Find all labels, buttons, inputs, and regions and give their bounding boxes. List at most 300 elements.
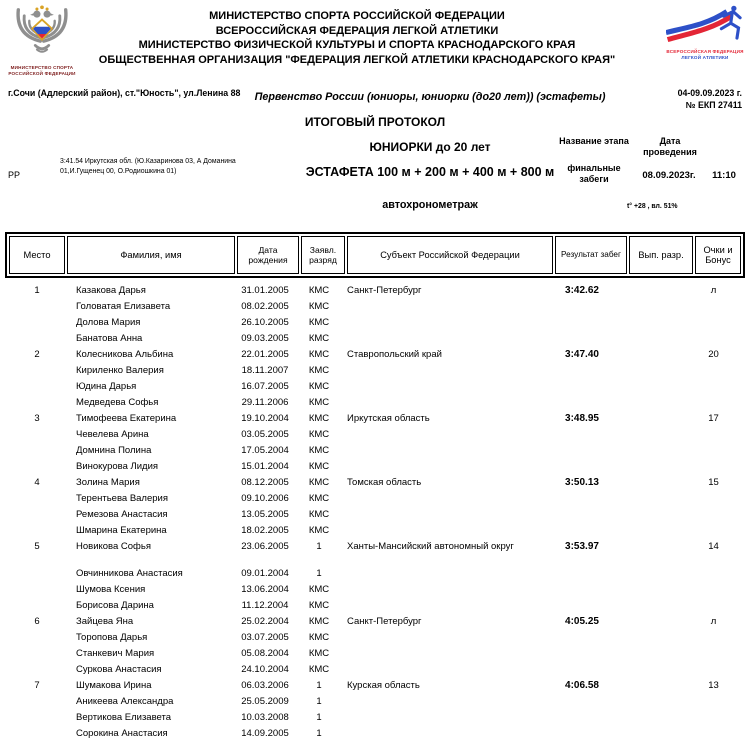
cell-name: Вертикова Елизавета bbox=[76, 712, 172, 723]
cell-grade bbox=[618, 379, 682, 395]
cell-points: л bbox=[710, 616, 717, 627]
column-header-grade: Вып. разр. bbox=[629, 236, 693, 274]
cell-rank: КМС bbox=[308, 397, 330, 408]
cell-name: Сорокина Анастасия bbox=[76, 728, 168, 738]
cell-result bbox=[546, 630, 618, 646]
cell-name: Овчинникова Анастасия bbox=[76, 568, 183, 579]
stage-name-value: финальные забеги bbox=[567, 163, 621, 184]
cell-points bbox=[682, 523, 745, 539]
cell-rank: 1 bbox=[316, 728, 322, 738]
cell-grade bbox=[618, 315, 682, 331]
table-row bbox=[5, 459, 745, 475]
table-row bbox=[5, 315, 745, 331]
cell-place bbox=[8, 315, 66, 331]
rusaf-logo-icon bbox=[666, 5, 744, 43]
cell-dob: 13.06.2004 bbox=[241, 584, 289, 595]
stage-name-label: Название этапа bbox=[559, 136, 629, 146]
document-header bbox=[0, 0, 750, 86]
org-line-2: ВСЕРОССИЙСКАЯ ФЕДЕРАЦИЯ ЛЕГКОЙ АТЛЕТИКИ bbox=[215, 24, 499, 37]
column-header-result: Результат забег bbox=[555, 236, 627, 274]
cell-grade bbox=[618, 726, 682, 738]
cell-place bbox=[8, 694, 66, 710]
cell-place bbox=[8, 598, 66, 614]
table-row bbox=[5, 283, 745, 299]
cell-dob: 26.10.2005 bbox=[241, 317, 289, 328]
cell-place bbox=[8, 726, 66, 738]
cell-place bbox=[8, 379, 66, 395]
cell-rank: КМС bbox=[308, 648, 330, 659]
column-header-rank: Заявл. разряд bbox=[301, 236, 345, 274]
cell-points: л bbox=[710, 285, 717, 296]
table-row bbox=[5, 379, 745, 395]
cell-place bbox=[8, 630, 66, 646]
table-row bbox=[5, 491, 745, 507]
cell-name: Кириленко Валерия bbox=[76, 365, 164, 376]
column-header-place: Место bbox=[9, 236, 65, 274]
cell-rank: 1 bbox=[316, 568, 322, 579]
cell-region bbox=[342, 726, 546, 738]
cell-name: Медведева Софья bbox=[76, 397, 159, 408]
table-row bbox=[5, 523, 745, 539]
table-row bbox=[5, 475, 745, 491]
cell-result bbox=[546, 331, 618, 347]
cell-result bbox=[546, 710, 618, 726]
cell-dob: 22.01.2005 bbox=[241, 349, 289, 360]
cell-points bbox=[682, 566, 745, 582]
cell-region bbox=[342, 459, 546, 475]
rusaf-logo bbox=[665, 5, 745, 60]
cell-grade bbox=[618, 347, 682, 363]
cell-grade bbox=[618, 566, 682, 582]
cell-place bbox=[8, 555, 66, 566]
cell-region bbox=[342, 646, 546, 662]
cell-rank bbox=[296, 555, 342, 566]
cell-name: Зайцева Яна bbox=[76, 616, 134, 627]
cell-rank: КМС bbox=[308, 509, 330, 520]
cell-rank: КМС bbox=[308, 429, 330, 440]
cell-rank: КМС bbox=[308, 664, 330, 675]
cell-dob: 29.11.2006 bbox=[241, 397, 289, 408]
event-date: 08.09.2023г. bbox=[642, 170, 696, 181]
cell-grade bbox=[618, 427, 682, 443]
cell-dob: 23.06.2005 bbox=[241, 541, 289, 552]
cell-dob: 13.05.2005 bbox=[241, 509, 289, 520]
cell-grade bbox=[618, 678, 682, 694]
cell-result bbox=[546, 427, 618, 443]
table-row bbox=[5, 662, 745, 678]
competition-title: Первенство России (юниоры, юниорки (до20 лет)) (эстафеты) bbox=[254, 91, 606, 103]
cell-place bbox=[8, 523, 66, 539]
table-row bbox=[5, 555, 745, 566]
table-row bbox=[5, 710, 745, 726]
cell-points: 13 bbox=[708, 680, 719, 691]
cell-rank: КМС bbox=[308, 301, 330, 312]
cell-rank: КМС bbox=[308, 349, 330, 360]
cell-name: Золина Мария bbox=[76, 477, 140, 488]
cell-grade bbox=[618, 694, 682, 710]
table-row bbox=[5, 598, 745, 614]
cell-name: Торопова Дарья bbox=[76, 632, 148, 643]
cell-result bbox=[546, 566, 618, 582]
cell-result bbox=[546, 491, 618, 507]
table-row bbox=[5, 678, 745, 694]
ministry-eagle-icon bbox=[9, 3, 75, 59]
cell-grade bbox=[618, 523, 682, 539]
table-row bbox=[5, 507, 745, 523]
cell-place bbox=[8, 363, 66, 379]
cell-place bbox=[8, 566, 66, 582]
table-row bbox=[5, 694, 745, 710]
cell-grade bbox=[618, 539, 682, 555]
cell-place bbox=[8, 507, 66, 523]
cell-result bbox=[546, 299, 618, 315]
cell-place: 4 bbox=[34, 477, 40, 488]
cell-dob: 16.07.2005 bbox=[241, 381, 289, 392]
cell-result: 4:06.58 bbox=[565, 680, 599, 691]
ministry-caption-line1: МИНИСТЕРСТВО СПОРТА bbox=[10, 65, 74, 70]
cell-grade bbox=[618, 598, 682, 614]
cell-region: Санкт-Петербург bbox=[347, 285, 422, 296]
cell-place bbox=[8, 331, 66, 347]
cell-result bbox=[546, 555, 618, 566]
cell-dob: 10.03.2008 bbox=[241, 712, 289, 723]
cell-region: Курская область bbox=[347, 680, 420, 691]
cell-region: Ставропольский край bbox=[347, 349, 442, 360]
cell-grade bbox=[618, 710, 682, 726]
cell-place bbox=[8, 662, 66, 678]
competition-dates bbox=[612, 88, 742, 111]
cell-result bbox=[546, 523, 618, 539]
table-row bbox=[5, 347, 745, 363]
cell-points bbox=[682, 507, 745, 523]
table-row bbox=[5, 630, 745, 646]
date-held-label: Дата проведения bbox=[643, 136, 697, 157]
cell-region bbox=[342, 555, 546, 566]
cell-name: Чевелева Арина bbox=[76, 429, 149, 440]
cell-name: Домнина Полина bbox=[76, 445, 152, 456]
cell-result bbox=[546, 646, 618, 662]
cell-region bbox=[342, 331, 546, 347]
cell-rank: КМС bbox=[308, 600, 330, 611]
cell-name: Борисова Дарина bbox=[76, 600, 154, 611]
event-title: ЭСТАФЕТА 100 м + 200 м + 400 м + 800 м bbox=[305, 165, 555, 179]
cell-dob: 25.05.2009 bbox=[241, 696, 289, 707]
cell-place bbox=[8, 582, 66, 598]
cell-name: Головатая Елизавета bbox=[76, 301, 171, 312]
cell-rank: КМС bbox=[308, 445, 330, 456]
cell-dob: 03.07.2005 bbox=[241, 632, 289, 643]
cell-result bbox=[546, 395, 618, 411]
table-header-row bbox=[5, 232, 745, 278]
timing-method: автохронометраж bbox=[382, 199, 478, 211]
cell-region bbox=[342, 379, 546, 395]
cell-rank: КМС bbox=[308, 333, 330, 344]
cell-points bbox=[682, 363, 745, 379]
cell-name: Станкевич Мария bbox=[76, 648, 155, 659]
ekp-number: № ЕКП 27411 bbox=[685, 99, 742, 110]
dates-value: 04-09.09.2023 г. bbox=[677, 88, 742, 98]
cell-result bbox=[546, 379, 618, 395]
table-row bbox=[5, 646, 745, 662]
cell-name: Колесникова Альбина bbox=[76, 349, 174, 360]
cell-points bbox=[682, 315, 745, 331]
table-row bbox=[5, 395, 745, 411]
cell-region bbox=[342, 694, 546, 710]
cell-region bbox=[342, 315, 546, 331]
cell-place: 5 bbox=[34, 541, 40, 552]
cell-dob: 06.03.2006 bbox=[241, 680, 289, 691]
cell-place bbox=[8, 646, 66, 662]
cell-result bbox=[546, 662, 618, 678]
cell-name: Новикова Софья bbox=[76, 541, 151, 552]
cell-region bbox=[342, 523, 546, 539]
cell-grade bbox=[618, 555, 682, 566]
cell-points bbox=[682, 443, 745, 459]
cell-result: 3:53.97 bbox=[565, 541, 599, 552]
table-body bbox=[5, 278, 745, 738]
cell-grade bbox=[618, 331, 682, 347]
cell-dob: 19.10.2004 bbox=[241, 413, 289, 424]
cell-grade bbox=[618, 662, 682, 678]
cell-region bbox=[342, 566, 546, 582]
cell-dob: 18.02.2005 bbox=[241, 525, 289, 536]
cell-region bbox=[342, 427, 546, 443]
cell-rank: КМС bbox=[308, 616, 330, 627]
cell-name: Терентьева Валерия bbox=[76, 493, 168, 504]
cell-rank: КМС bbox=[308, 317, 330, 328]
cell-dob: 18.11.2007 bbox=[241, 365, 289, 376]
cell-region bbox=[342, 507, 546, 523]
cell-points bbox=[682, 694, 745, 710]
table-row bbox=[5, 331, 745, 347]
cell-region bbox=[342, 299, 546, 315]
cell-grade bbox=[618, 475, 682, 491]
cell-result: 3:42.62 bbox=[565, 285, 599, 296]
protocol-title: ИТОГОВЫЙ ПРОТОКОЛ bbox=[304, 115, 446, 129]
cell-rank: 1 bbox=[316, 541, 322, 552]
cell-place: 1 bbox=[34, 285, 40, 296]
cell-grade bbox=[618, 491, 682, 507]
cell-region bbox=[342, 443, 546, 459]
cell-name: Шмарина Екатерина bbox=[76, 525, 167, 536]
cell-rank: КМС bbox=[308, 381, 330, 392]
cell-place bbox=[8, 459, 66, 475]
cell-rank: КМС bbox=[308, 413, 330, 424]
cell-name: Шумакова Ирина bbox=[76, 680, 152, 691]
cell-region bbox=[342, 363, 546, 379]
cell-place: 7 bbox=[34, 680, 40, 691]
cell-result bbox=[546, 598, 618, 614]
event-time: 11:10 bbox=[712, 170, 736, 181]
table-row bbox=[5, 299, 745, 315]
cell-rank: КМС bbox=[308, 525, 330, 536]
column-header-name: Фамилия, имя bbox=[67, 236, 235, 274]
cell-dob: 09.10.2006 bbox=[241, 493, 289, 504]
cell-region bbox=[342, 630, 546, 646]
cell-points bbox=[682, 395, 745, 411]
cell-region bbox=[342, 582, 546, 598]
cell-rank: КМС bbox=[308, 461, 330, 472]
results-table bbox=[5, 232, 745, 738]
table-row bbox=[5, 614, 745, 630]
cell-place bbox=[8, 491, 66, 507]
cell-points bbox=[682, 598, 745, 614]
cell-name: Банатова Анна bbox=[76, 333, 143, 344]
cell-dob: 09.03.2005 bbox=[241, 333, 289, 344]
cell-rank: 1 bbox=[316, 680, 322, 691]
cell-result: 4:05.25 bbox=[565, 616, 599, 627]
cell-result: 3:47.40 bbox=[565, 349, 599, 360]
venue: г.Сочи (Адлерский район), ст."Юность", ул.Ленина 88 bbox=[8, 88, 241, 98]
organizations-block bbox=[68, 9, 646, 67]
cell-points bbox=[682, 662, 745, 678]
cell-points bbox=[682, 646, 745, 662]
cell-region bbox=[342, 491, 546, 507]
cell-result bbox=[546, 507, 618, 523]
cell-name: Казакова Дарья bbox=[76, 285, 146, 296]
cell-grade bbox=[618, 614, 682, 630]
cell-place: 3 bbox=[34, 413, 40, 424]
cell-place bbox=[8, 299, 66, 315]
cell-grade bbox=[618, 411, 682, 427]
cell-points bbox=[682, 427, 745, 443]
cell-result bbox=[546, 363, 618, 379]
cell-region bbox=[342, 395, 546, 411]
cell-rank: КМС bbox=[308, 584, 330, 595]
cell-place bbox=[8, 710, 66, 726]
column-header-region: Субъект Российской Федерации bbox=[347, 236, 553, 274]
table-row bbox=[5, 363, 745, 379]
cell-name: Тимофеева Екатерина bbox=[76, 413, 177, 424]
cell-points bbox=[682, 726, 745, 738]
cell-name: Ремезова Анастасия bbox=[76, 509, 168, 520]
cell-result bbox=[546, 443, 618, 459]
cell-dob: 25.02.2004 bbox=[241, 616, 289, 627]
cell-dob: 17.05.2004 bbox=[241, 445, 289, 456]
table-row bbox=[5, 411, 745, 427]
cell-rank: 1 bbox=[316, 696, 322, 707]
cell-place: 6 bbox=[34, 616, 40, 627]
cell-grade bbox=[618, 283, 682, 299]
cell-region bbox=[342, 662, 546, 678]
cell-result bbox=[546, 694, 618, 710]
rusaf-caption-line1: ВСЕРОССИЙСКАЯ ФЕДЕРАЦИЯ bbox=[666, 49, 744, 54]
cell-grade bbox=[618, 646, 682, 662]
cell-dob: 14.09.2005 bbox=[241, 728, 289, 738]
cell-name: Долова Мария bbox=[76, 317, 141, 328]
cell-place bbox=[8, 427, 66, 443]
cell-points bbox=[682, 379, 745, 395]
cell-region: Томская область bbox=[347, 477, 422, 488]
cell-dob: 08.12.2005 bbox=[241, 477, 289, 488]
cell-dob: 09.01.2004 bbox=[241, 568, 289, 579]
cell-grade bbox=[618, 507, 682, 523]
cell-name bbox=[66, 555, 234, 566]
org-line-4: ОБЩЕСТВЕННАЯ ОРГАНИЗАЦИЯ "ФЕДЕРАЦИЯ ЛЕГКОЙ АТЛЕТИКИ КРАСНОДАРСКОГО КРАЯ" bbox=[98, 53, 616, 66]
cell-grade bbox=[618, 395, 682, 411]
cell-rank: 1 bbox=[316, 712, 322, 723]
org-line-1: МИНИСТЕРСТВО СПОРТА РОССИЙСКОЙ ФЕДЕРАЦИИ bbox=[209, 10, 505, 22]
cell-dob bbox=[234, 555, 296, 566]
weather-conditions: t° +28 , вл. 51% bbox=[627, 203, 678, 210]
table-row bbox=[5, 566, 745, 582]
cell-points bbox=[682, 491, 745, 507]
cell-dob: 03.05.2005 bbox=[241, 429, 289, 440]
cell-rank: КМС bbox=[308, 493, 330, 504]
cell-result: 3:48.95 bbox=[565, 413, 599, 424]
cell-name: Суркова Анастасия bbox=[76, 664, 162, 675]
cell-dob: 24.10.2004 bbox=[241, 664, 289, 675]
cell-result bbox=[546, 315, 618, 331]
cell-dob: 11.12.2004 bbox=[241, 600, 289, 611]
cell-grade bbox=[618, 630, 682, 646]
cell-dob: 31.01.2005 bbox=[241, 285, 289, 296]
cell-points bbox=[682, 630, 745, 646]
cell-place bbox=[8, 395, 66, 411]
table-row bbox=[5, 726, 745, 738]
cell-name: Аникеева Александра bbox=[76, 696, 174, 707]
cell-name: Юдина Дарья bbox=[76, 381, 137, 392]
cell-dob: 05.08.2004 bbox=[241, 648, 289, 659]
table-row bbox=[5, 427, 745, 443]
table-row bbox=[5, 582, 745, 598]
ministry-caption-line2: РОССИЙСКОЙ ФЕДЕРАЦИИ bbox=[8, 70, 76, 76]
cell-grade bbox=[618, 443, 682, 459]
category-title: ЮНИОРКИ до 20 лет bbox=[369, 140, 491, 154]
meta-section bbox=[0, 86, 750, 232]
cell-result bbox=[546, 459, 618, 475]
cell-points: 14 bbox=[708, 541, 719, 552]
cell-result bbox=[546, 726, 618, 738]
table-row bbox=[5, 443, 745, 459]
cell-points bbox=[682, 459, 745, 475]
cell-grade bbox=[618, 459, 682, 475]
cell-rank: КМС bbox=[308, 477, 330, 488]
cell-region bbox=[342, 710, 546, 726]
cell-points bbox=[682, 555, 745, 566]
rusaf-caption-line2: ЛЕГКОЙ АТЛЕТИКИ bbox=[681, 54, 729, 60]
org-line-3: МИНИСТЕРСТВО ФИЗИЧЕСКОЙ КУЛЬТУРЫ И СПОРТА КРАСНОДАРСКОГО КРАЯ bbox=[138, 39, 576, 52]
cell-points bbox=[682, 299, 745, 315]
cell-rank: КМС bbox=[308, 285, 330, 296]
column-header-points: Очки и Бонус bbox=[695, 236, 741, 274]
cell-points bbox=[682, 710, 745, 726]
cell-rank: КМС bbox=[308, 365, 330, 376]
cell-name: Шумова Ксения bbox=[76, 584, 146, 595]
cell-points bbox=[682, 582, 745, 598]
cell-rank: КМС bbox=[308, 632, 330, 643]
cell-grade bbox=[618, 299, 682, 315]
cell-dob: 08.02.2005 bbox=[241, 301, 289, 312]
cell-result: 3:50.13 bbox=[565, 477, 599, 488]
record-code: РР bbox=[8, 170, 21, 180]
cell-region: Санкт-Петербург bbox=[347, 616, 422, 627]
record-text: 3:41.54 Иркутская обл. (Ю.Казаринова 03, А Доманина 01,И.Гущенец 00, О.Родиошкина 01) bbox=[60, 158, 236, 175]
cell-region bbox=[342, 598, 546, 614]
column-header-dob: Дата рождения bbox=[237, 236, 299, 274]
cell-region: Иркутская область bbox=[347, 413, 430, 424]
cell-points bbox=[682, 331, 745, 347]
cell-name: Винокурова Лидия bbox=[76, 461, 159, 472]
cell-grade bbox=[618, 363, 682, 379]
cell-points: 17 bbox=[708, 413, 719, 424]
cell-points: 15 bbox=[708, 477, 719, 488]
cell-points: 20 bbox=[708, 349, 719, 360]
cell-region: Ханты-Мансийский автономный округ bbox=[347, 541, 514, 552]
cell-place bbox=[8, 443, 66, 459]
cell-grade bbox=[618, 582, 682, 598]
cell-place: 2 bbox=[34, 349, 40, 360]
